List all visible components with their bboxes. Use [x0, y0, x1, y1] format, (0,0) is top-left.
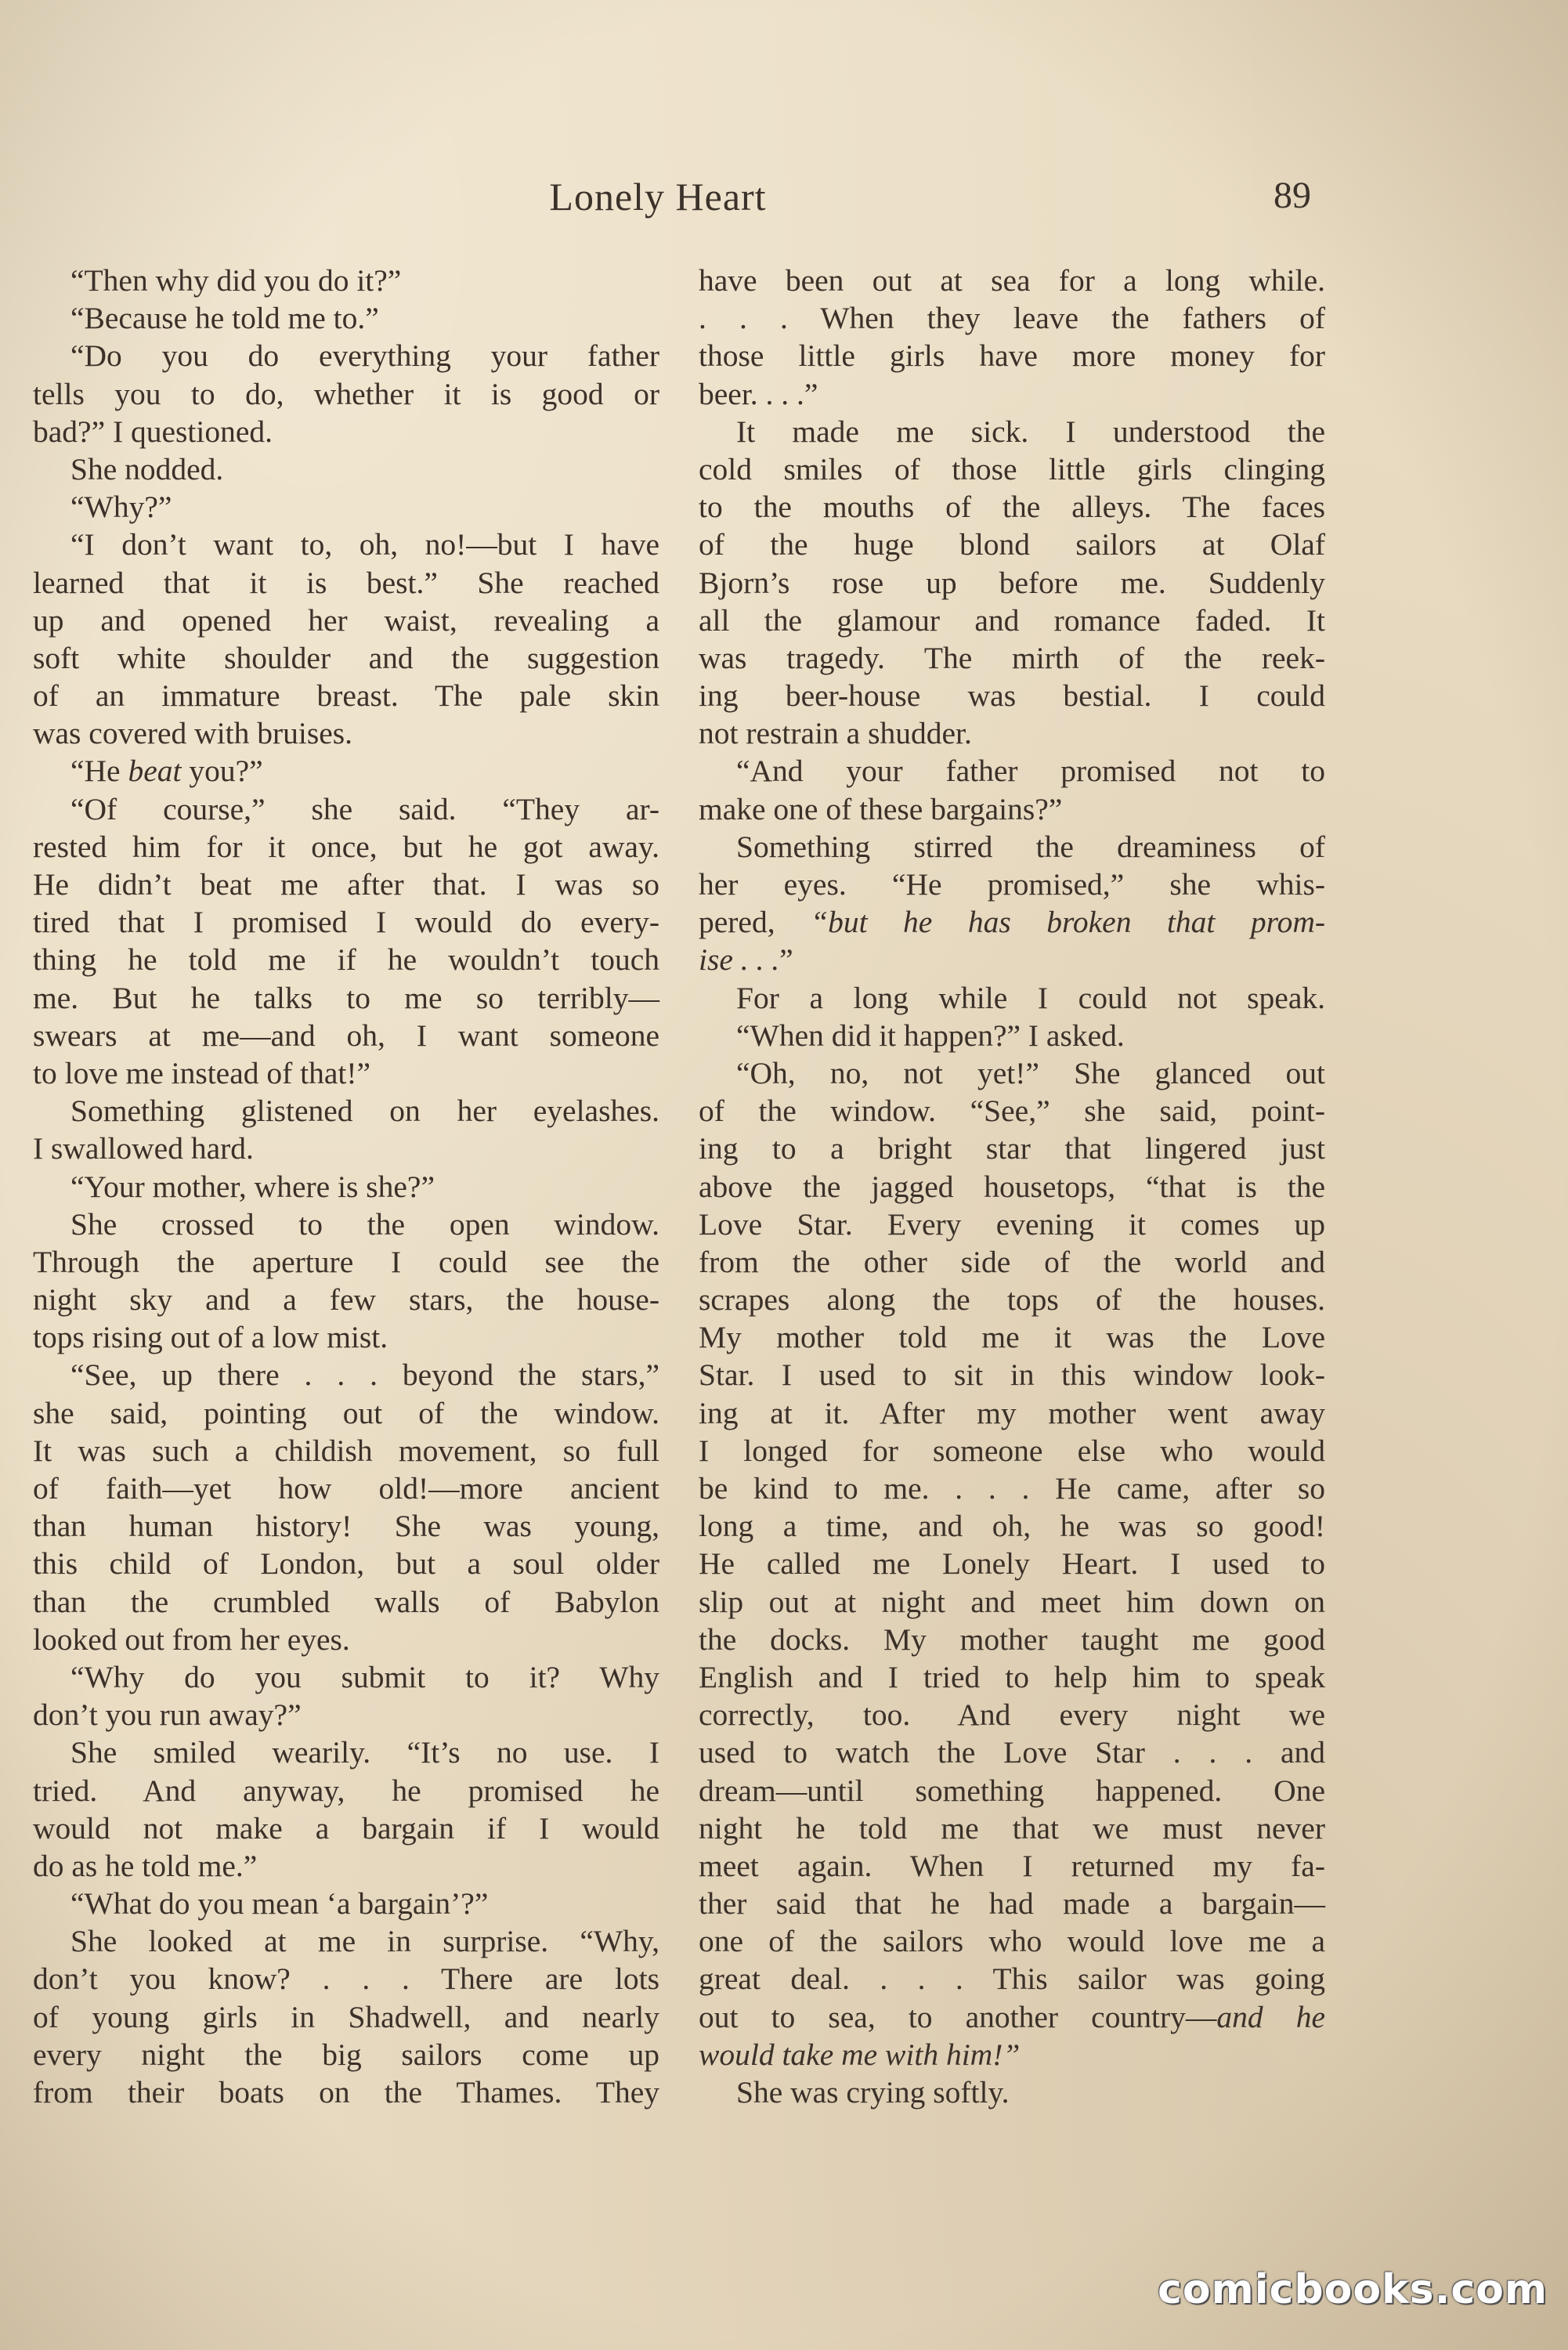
text-line: Something stirred the dreaminess of: [736, 829, 1325, 864]
text-line: [699, 1998, 1325, 2036]
text-line: She looked at me in surprise. “Why,: [70, 1924, 659, 1959]
text-line: ing beer-house was bestial. I could: [699, 678, 1325, 714]
text-line: I longed for someone else who would: [699, 1433, 1325, 1468]
text-line: learned that it is best.” She reached: [33, 565, 659, 600]
text-line: don’t you know? . . . There are lots: [33, 1961, 659, 1997]
text-line: It made me sick. I understood the: [736, 414, 1325, 449]
italic-text: “but he has broken that prom-: [811, 905, 1325, 940]
text-line: “What do you mean ‘a bargain’?”: [70, 1886, 489, 1922]
text-line: tired that I promised I would do every-: [33, 905, 659, 940]
text-line: “Why?”: [70, 490, 172, 525]
text-line: tops rising out of a low mist.: [33, 1320, 388, 1355]
text-line: night sky and a few stars, the house-: [33, 1282, 659, 1318]
text-line: She smiled wearily. “It’s no use. I: [70, 1735, 659, 1770]
text-line: long a time, and oh, he was so good!: [699, 1509, 1325, 1544]
text-line: used to watch the Love Star . . . and: [699, 1735, 1325, 1770]
text-line: bad?” I questioned.: [33, 414, 273, 449]
text-line: to the mouths of the alleys. The faces: [699, 490, 1325, 525]
text-line: Something glistened on her eyelashes.: [70, 1094, 659, 1129]
text-line: “I don’t want to, oh, no!—but I have: [70, 527, 659, 562]
text-line: do as he told me.”: [33, 1848, 258, 1883]
text-line: every night the big sailors come up: [33, 2037, 659, 2072]
text-line: all the glamour and romance faded. It: [699, 602, 1325, 638]
text-line: [699, 941, 1325, 978]
text-line: “When did it happen?” I asked.: [736, 1018, 1125, 1053]
text-line: would not make a bargain if I would: [33, 1810, 659, 1846]
text-segment: ”: [779, 942, 793, 978]
text-line: ing at it. After my mother went away: [699, 1395, 1325, 1430]
italic-text: would take me with him!”: [699, 2037, 1021, 2072]
text-line: Love Star. Every evening it comes up: [699, 1206, 1325, 1242]
text-line: He didn’t beat me after that. I was so: [33, 867, 659, 902]
text-line: Bjorn’s rose up before me. Suddenly: [699, 565, 1325, 600]
text-line: slip out at night and meet him down on: [699, 1584, 1325, 1619]
text-line: Through the aperture I could see the: [33, 1244, 659, 1279]
text-line: her eyes. “He promised,” she whis-: [699, 867, 1325, 902]
text-line: ther said that he had made a bargain—: [699, 1886, 1325, 1922]
text-line: “Your mother, where is she?”: [70, 1169, 435, 1204]
text-line: “And your father promised not to: [736, 754, 1325, 789]
text-line: “Do you do everything your father: [70, 338, 659, 374]
text-line: He called me Lonely Heart. I used to: [699, 1546, 1325, 1582]
text-line: beer. . . .”: [699, 376, 818, 411]
text-line: above the jagged housetops, “that is the: [699, 1169, 1325, 1204]
text-line: tells you to do, whether it is good or: [33, 376, 659, 411]
text-segment: out to sea, to another country—: [699, 1999, 1217, 2034]
text-line: “Then why did you do it?”: [70, 263, 402, 298]
watermark-logo: comicbooks.com: [1158, 2266, 1548, 2313]
text-segment: “He: [70, 754, 128, 789]
text-line: “Because he told me to.”: [70, 301, 379, 336]
text-line: . . . When they leave the fathers of: [699, 301, 1325, 336]
page-title: Lonely Heart: [549, 175, 767, 219]
text-segment: you?”: [181, 754, 263, 789]
italic-text: beat: [128, 754, 182, 789]
text-line: from the other side of the world and: [699, 1244, 1325, 1279]
text-line: Star. I used to sit in this window look-: [699, 1358, 1325, 1393]
text-line: this child of London, but a soul older: [33, 1546, 659, 1582]
text-line: For a long while I could not speak.: [736, 980, 1325, 1015]
text-line: to love me instead of that!”: [33, 1055, 371, 1090]
text-line: be kind to me. . . . He came, after so: [699, 1471, 1325, 1506]
text-line: of faith—yet how old!—more ancient: [33, 1471, 659, 1506]
text-line: she said, pointing out of the window.: [33, 1395, 659, 1430]
text-line: than human history! She was young,: [33, 1509, 659, 1544]
text-line: looked out from her eyes.: [33, 1622, 350, 1657]
text-column-left: [33, 262, 659, 2111]
text-line: up and opened her waist, revealing a: [33, 602, 659, 638]
text-line: cold smiles of those little girls clinging: [699, 451, 1325, 486]
text-line: the docks. My mother taught me good: [699, 1622, 1325, 1657]
text-line: “See, up there . . . beyond the stars,”: [70, 1358, 659, 1393]
text-line: She crossed to the open window.: [70, 1206, 659, 1242]
text-line: don’t you run away?”: [33, 1697, 302, 1733]
text-line: [699, 2036, 1325, 2073]
text-line: great deal. . . . This sailor was going: [699, 1961, 1325, 1997]
text-line: of the huge blond sailors at Olaf: [699, 527, 1325, 562]
text-segment: pered,: [699, 905, 811, 940]
text-line: dream—until something happened. One: [699, 1773, 1325, 1808]
text-line: “Of course,” she said. “They ar-: [70, 791, 659, 826]
text-line: [33, 752, 659, 790]
page-number: 89: [1274, 175, 1311, 216]
text-line: tried. And anyway, he promised he: [33, 1773, 659, 1808]
italic-text: ise . . .: [699, 942, 780, 978]
text-line: [699, 903, 1325, 941]
text-line: of an immature breast. The pale skin: [33, 678, 659, 714]
text-line: have been out at sea for a long while.: [699, 263, 1325, 298]
text-line: night he told me that we must never: [699, 1810, 1325, 1846]
text-line: was covered with bruises.: [33, 716, 353, 751]
text-line: ing to a bright star that lingered just: [699, 1131, 1325, 1166]
text-line: one of the sailors who would love me a: [699, 1924, 1325, 1959]
text-line: She nodded.: [70, 451, 224, 486]
text-line: swears at me—and oh, I want someone: [33, 1018, 659, 1053]
text-line: of the window. “See,” she said, point-: [699, 1094, 1325, 1129]
text-column-right: [699, 262, 1325, 2111]
text-line: I swallowed hard.: [33, 1131, 254, 1166]
text-line: scrapes along the tops of the houses.: [699, 1282, 1325, 1318]
text-line: meet again. When I returned my fa-: [699, 1848, 1325, 1883]
text-line: correctly, too. And every night we: [699, 1697, 1325, 1733]
text-line: She was crying softly.: [736, 2075, 1010, 2110]
text-line: not restrain a shudder.: [699, 716, 972, 751]
text-line: My mother told me it was the Love: [699, 1320, 1325, 1355]
text-line: English and I tried to help him to speak: [699, 1659, 1325, 1694]
text-line: rested him for it once, but he got away.: [33, 829, 659, 864]
text-line: “Why do you submit to it? Why: [70, 1659, 659, 1694]
text-line: me. But he talks to me so terribly—: [33, 980, 659, 1015]
text-line: thing he told me if he wouldn’t touch: [33, 942, 659, 978]
text-line: It was such a childish movement, so full: [33, 1433, 659, 1468]
text-line: “Oh, no, not yet!” She glanced out: [736, 1055, 1325, 1090]
text-line: from their boats on the Thames. They: [33, 2075, 659, 2110]
text-line: make one of these bargains?”: [699, 791, 1063, 826]
italic-text: and he: [1216, 1999, 1325, 2034]
text-line: of young girls in Shadwell, and nearly: [33, 1999, 659, 2034]
text-line: was tragedy. The mirth of the reek-: [699, 640, 1325, 675]
text-line: soft white shoulder and the suggestion: [33, 640, 659, 675]
text-line: than the crumbled walls of Babylon: [33, 1584, 659, 1619]
text-line: those little girls have more money for: [699, 338, 1325, 374]
running-header: [0, 174, 1568, 229]
